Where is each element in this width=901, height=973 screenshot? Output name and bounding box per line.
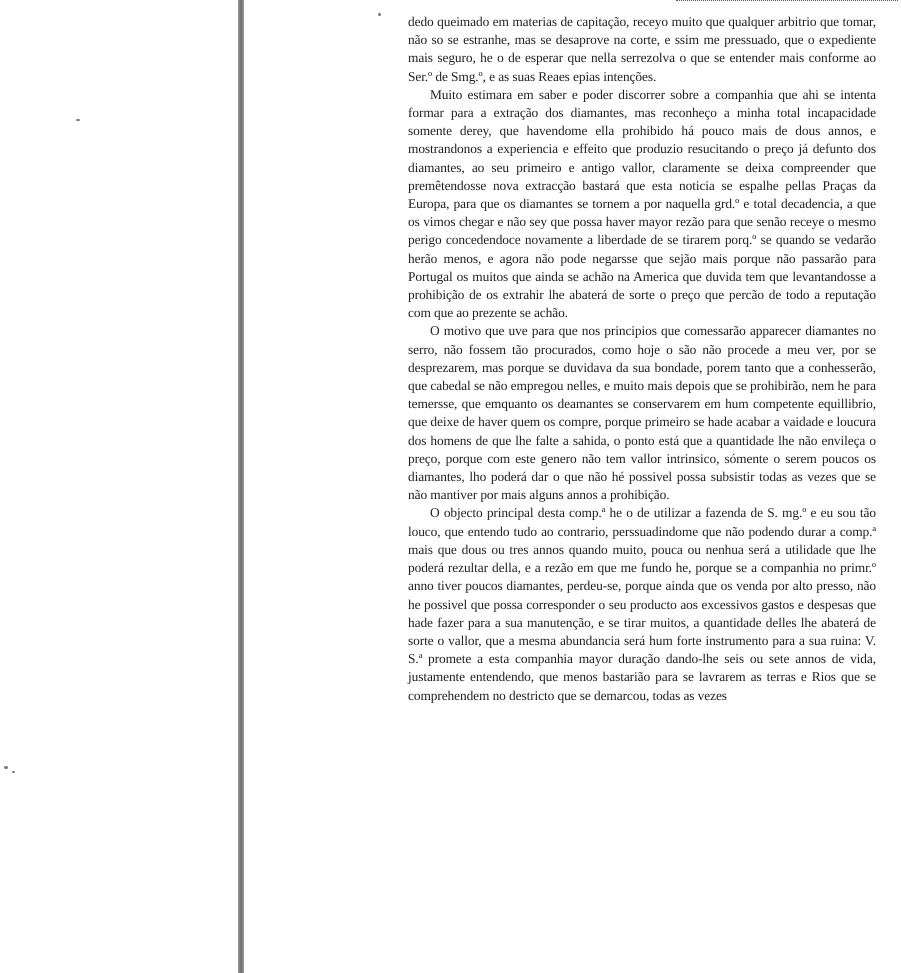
paragraph-1: dedo queimado em materias de capitação, receyo muito que qualquer arbitrio que tomar, não so se estranhe, mas se desaprove na corte, e ssim me pressuado, que o expediente mais seguro, he o de esperar que nella serrezolva o que se entender mais conforme ao Ser.º de Smg.º, e as suas Reaes epias intenções. bbox=[408, 14, 876, 84]
document-text-column bbox=[408, 13, 876, 705]
paragraph-2: Muito estimara em saber e poder discorrer sobre a companhia que ahi se intenta formar para a extração dos diamantes, mas reconheço a minha total incapacidade somente derey, que havendome ella prohibido há pouco mais de dous annos, e mostrandonos a experiencia e effeito que produzio resucitando o preço já defunto dos diamantes, ao seu primeiro e antigo vallor, claramente se deixa compreender que premêtendosse nova extracção bastará que esta noticia se espalhe pellas Praças da Europa, para que os diamantes se tornem a por naquella grd.º e total decadencia, a que os vimos chegar e não sey que possa haver mayor rezão para que senão receye o mesmo perigo concedendoce novamente a liberdade de se tirarem porq.º se quando se vedarão herão menos, e agora não pode negarsse que sejão mais porque não passarão para Portugal os muitos que ainda se achão na America que duvida tem que levantandosse a prohibição de os extrahir lhe abaterá de sorte o preço que percão de todo a reputação com que ao prezente se achão. bbox=[408, 86, 876, 321]
left-page-margin bbox=[0, 0, 238, 973]
paper-speck bbox=[378, 13, 381, 16]
paragraph-3: O motivo que uve para que nos principios que comessarão apparecer diamantes no serro, não fossem tão procurados, como hoje o são não procede a meu ver, por se desprezarem, mas porque se duvidava da sua bondade, porem tanto que a conhesserão, que cabedal se não empregou nelles, e muito mais depois que se prohibirão, nem he para temersse, que emquanto os deamantes se conservarem em hum competente equillibrio, que deixe de haver quem os compre, porque primeiro se hade acabar a vaidade e loucura dos homens de que lhe falte a sahida, o ponto está que a quantidade lhe não envileça o preço, porque com este genero não tem vallor intrinsico, sómente o serem poucos os diamantes, lho poderá dar o que não hé possivel possa subsistir todas as vezes que se não mantiver por mais alguns annos a prohibição. bbox=[408, 323, 876, 503]
top-dotted-rule bbox=[676, 0, 898, 1]
book-spine-gutter bbox=[238, 0, 244, 973]
paper-speck bbox=[12, 771, 15, 773]
paper-speck bbox=[4, 766, 8, 769]
paper-speck bbox=[76, 119, 80, 121]
paragraph-4: O objecto principal desta comp.ª he o de utilizar a fazenda de S. mg.º e eu sou tão louco, que entendo tudo ao contrario, perssuadindome que não podendo durar a comp.ª mais que dous ou tres annos quando muito, pouca ou nenhua será a utilidade que lhe poderá rezultar della, e a rezão em que me fundo he, porque se a companhia no primr.º anno tiver poucos diamantes, perdeu-se, porque ainda que os venda por alto presso, não he possivel que possa corresponder o seu producto aos excessivos gastos e despesas que hade fazer para a sua manutenção, e se tirar muitos, a quantidade delles lhe abaterá de sorte o vallor, que a mesma abundancia será hum forte instrumento para a sua ruina: V. S.ª promete a esta companhia mayor duração dando-lhe seis ou sete annos de vida, justamente entendendo, que menos bastarião para se lavrarem as terras e Rios que se comprehendem no destricto que se demarcou, todas as vezes bbox=[408, 505, 876, 703]
